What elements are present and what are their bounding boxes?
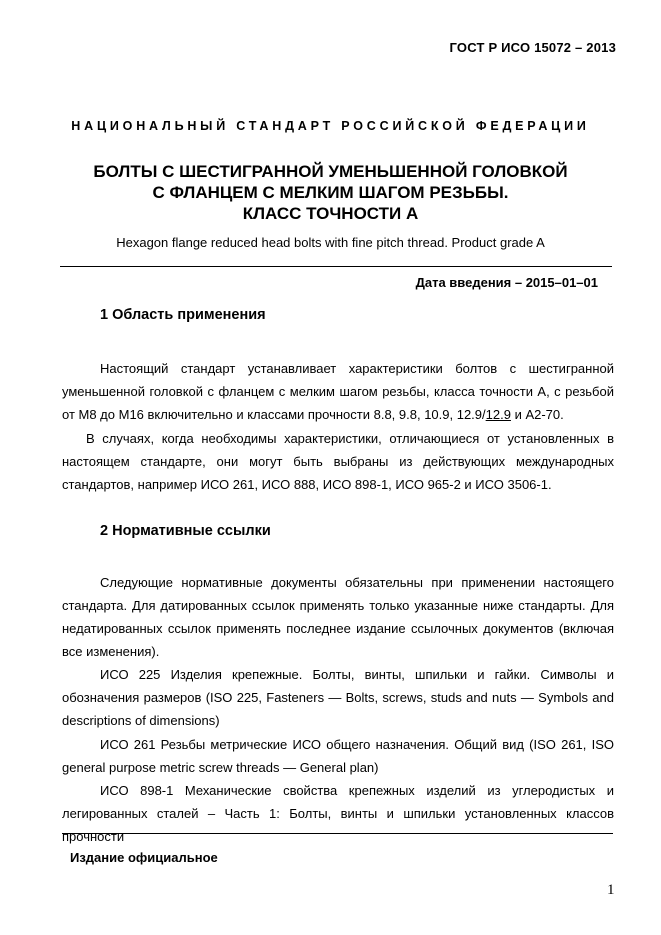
reference-iso-225: ИСО 225 Изделия крепежные. Болты, винты, шпильки и гайки. Символы и обозначения размеров (ISO 225, Fasteners — Bolts, screws, studs and nuts — Symbols and descriptions of dimensions)	[62, 667, 614, 728]
underlined-class-value: 12.9	[485, 407, 511, 422]
title-line-1: БОЛТЫ С ШЕСТИГРАННОЙ УМЕНЬШЕННОЙ ГОЛОВКОЙ	[93, 162, 568, 181]
national-standard-line: НАЦИОНАЛЬНЫЙ СТАНДАРТ РОССИЙСКОЙ ФЕДЕРАЦИИ	[71, 119, 590, 133]
bottom-divider	[62, 833, 613, 834]
introduction-date: Дата введения – 2015–01–01	[415, 275, 598, 290]
section-1-paragraph-2: В случаях, когда необходимы характеристики, отличающиеся от установленных в настоящем стандарте, они могут быть выбраны из действующих международных стандартов, например ИСО 261, ИСО 888, ИСО 898-1, ИСО 965-2 и ИСО 3506-1.	[62, 431, 614, 492]
scope-text: Настоящий стандарт устанавливает характеристики болтов с шестигранной уменьшенной головкой с фланцем с мелким шагом резьбы, класса точности А, с резьбой от М8 до М16 включительно и классами прочности 8.8, 9.8, 10.9, 12.9/	[62, 361, 614, 422]
official-edition-label: Издание официальное	[70, 850, 218, 865]
document-title	[0, 161, 661, 224]
english-subtitle: Hexagon flange reduced head bolts with fine pitch thread. Product grade A	[116, 235, 545, 250]
reference-iso-898-1: ИСО 898-1 Механические свойства крепежных изделий из углеродистых и легированных сталей – Часть 1: Болты, винты и шпильки установленных классов прочности	[62, 783, 614, 844]
section-2-paragraph-1: Следующие нормативные документы обязательны при применении настоящего стандарта. Для датированных ссылок применять только указанные ниже стандарты. Для недатированных ссылок применять последнее издание ссылочных документов (включая все изменения).	[62, 575, 614, 659]
document-number: ГОСТ Р ИСО 15072 – 2013	[449, 40, 616, 55]
section-1-heading: 1 Область применения	[100, 307, 266, 323]
scope-text-end: и А2-70.	[510, 407, 564, 422]
reference-iso-261: ИСО 261 Резьбы метрические ИСО общего назначения. Общий вид (ISO 261, ISO general purpose metric screw threads — General plan)	[62, 737, 614, 775]
top-divider	[60, 266, 612, 267]
page-number: 1	[607, 882, 615, 898]
title-line-2: С ФЛАНЦЕМ С МЕЛКИМ ШАГОМ РЕЗЬБЫ.	[152, 183, 509, 202]
section-1-paragraph-1	[62, 357, 614, 426]
title-line-3: КЛАСС ТОЧНОСТИ А	[242, 204, 419, 223]
section-2-heading: 2 Нормативные ссылки	[100, 523, 271, 539]
